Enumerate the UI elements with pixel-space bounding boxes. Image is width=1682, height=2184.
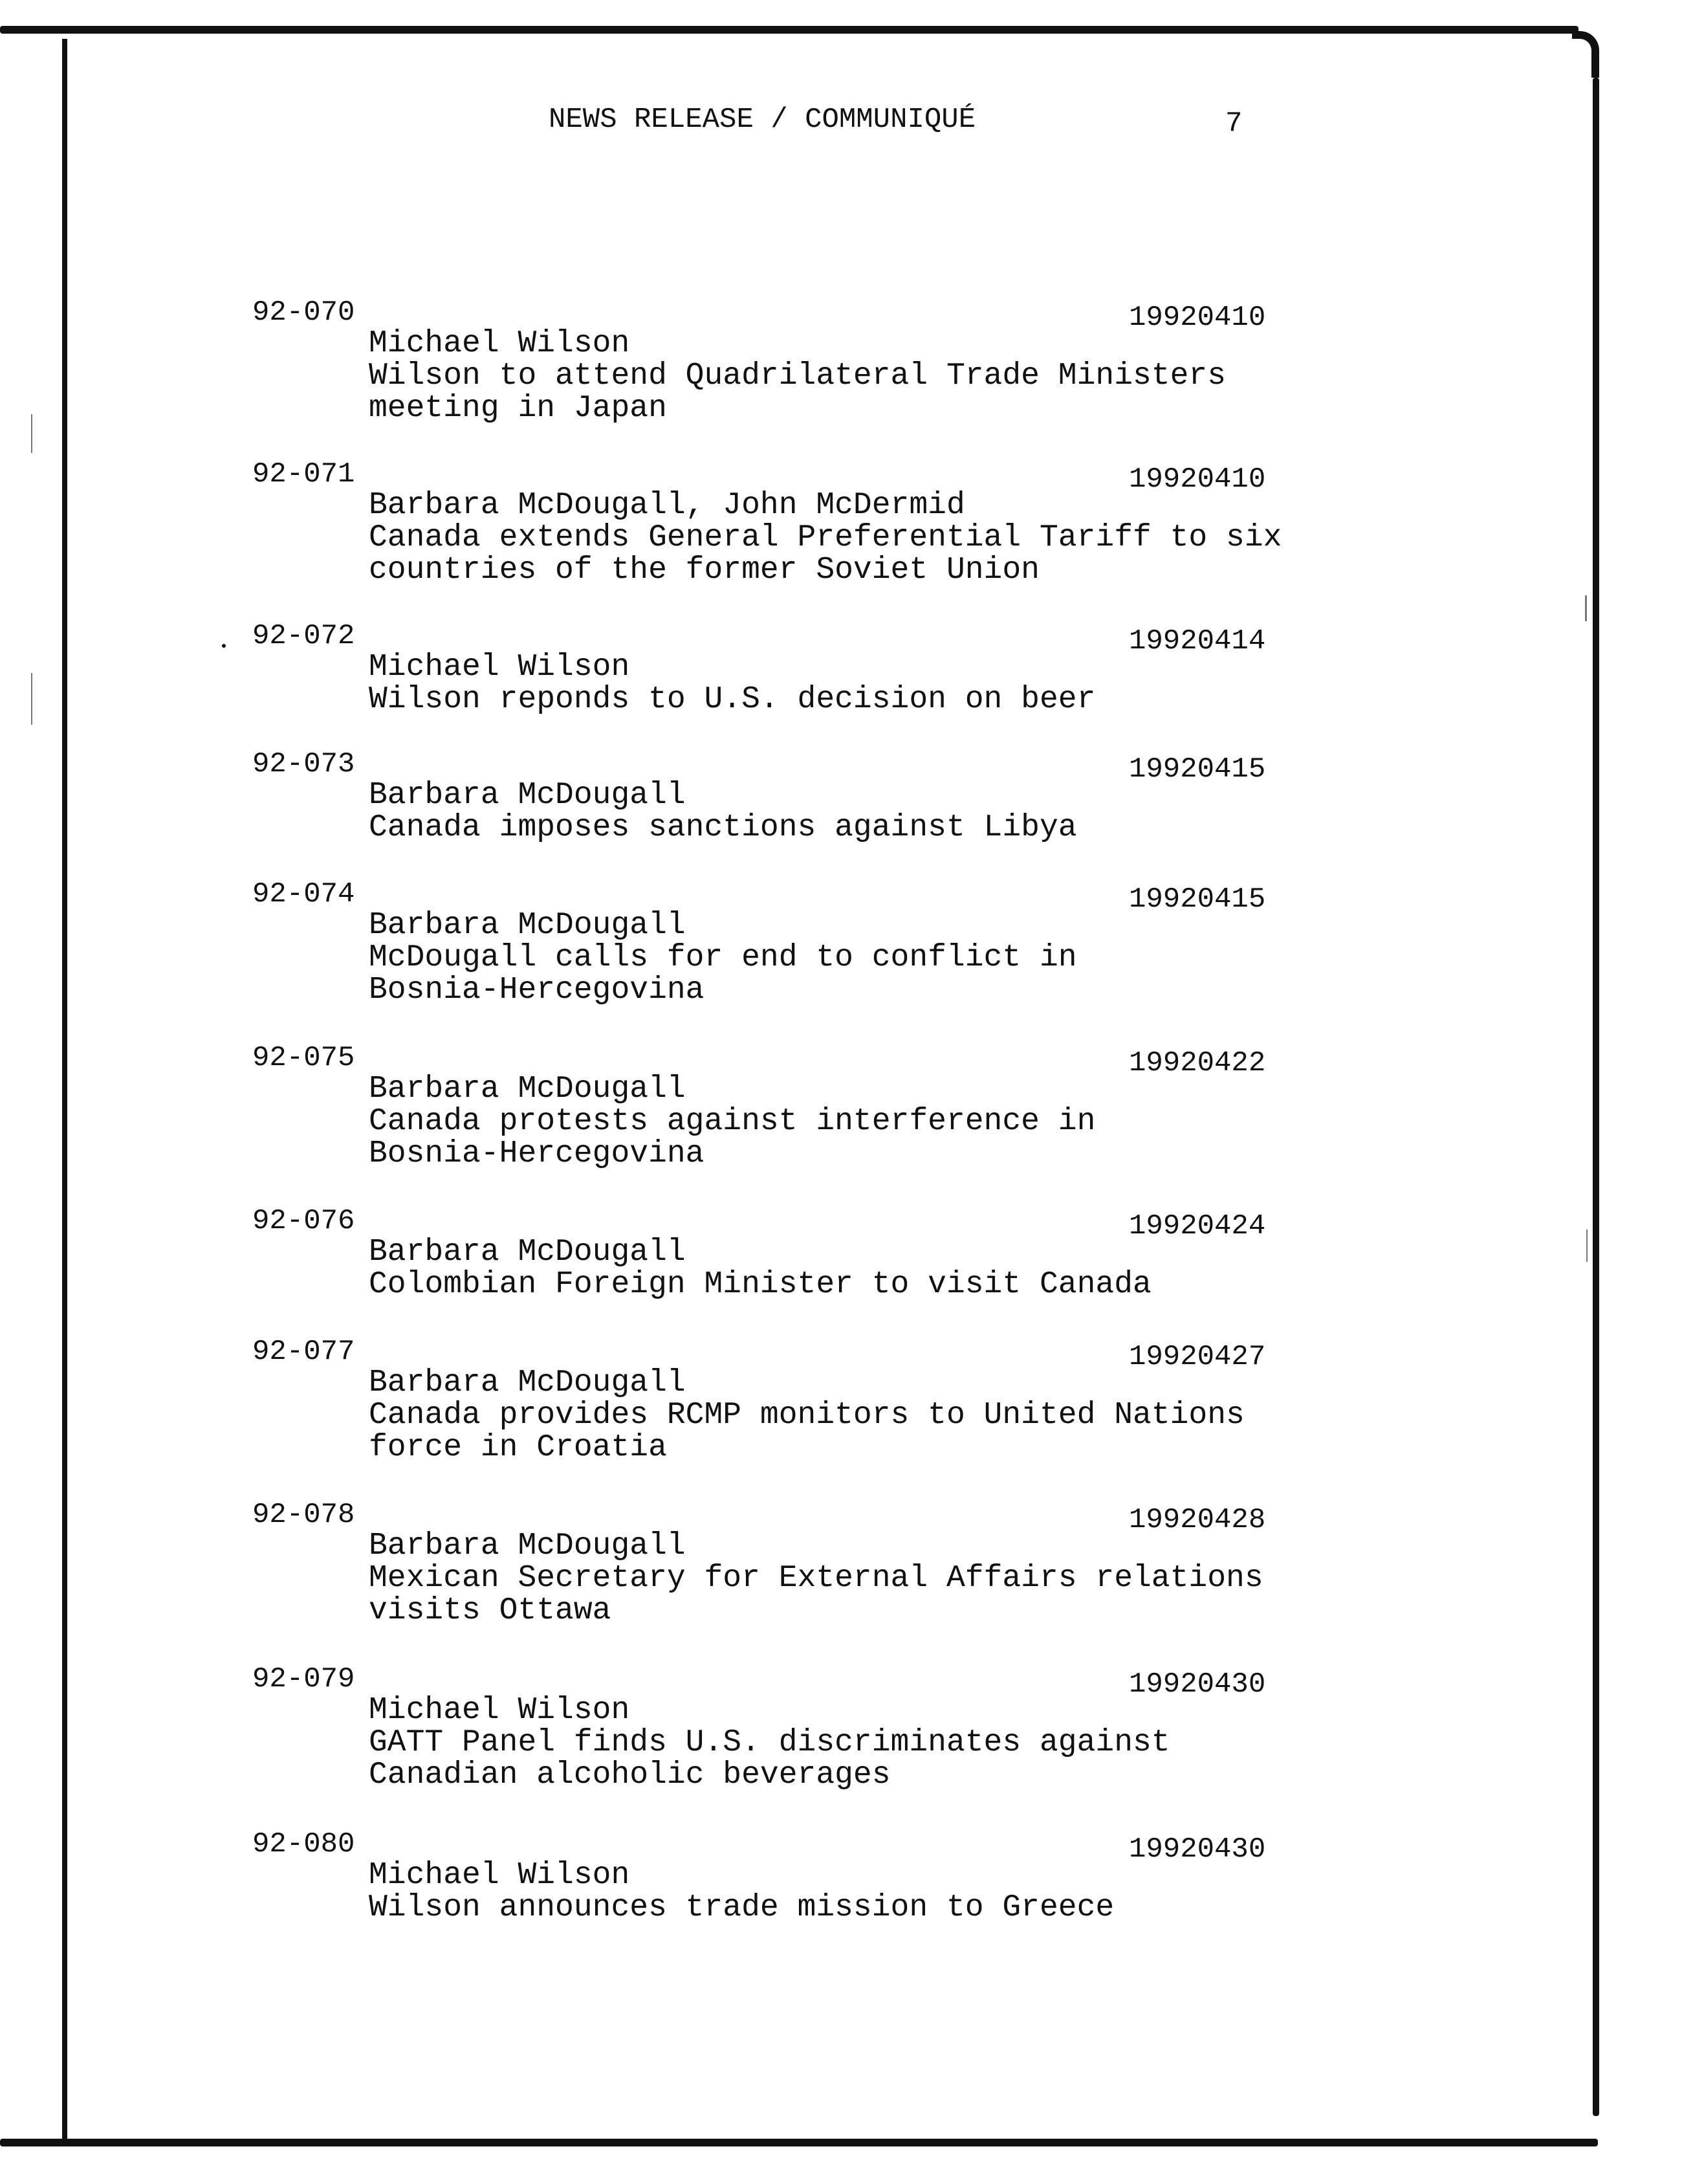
release-date: 19920430 <box>1129 1833 1266 1866</box>
release-title-line: countries of the former Soviet Union <box>369 553 1040 588</box>
release-title-line: Canada extends General Preferential Tariff to six <box>369 520 1282 555</box>
release-title-line: Wilson announces trade mission to Greece <box>369 1890 1115 1925</box>
release-date: 19920430 <box>1129 1668 1266 1701</box>
release-date: 19920415 <box>1129 753 1266 786</box>
release-minister: Michael Wilson <box>369 326 630 361</box>
release-date: 19920415 <box>1129 883 1266 916</box>
page-border-top <box>0 26 1578 34</box>
release-title-line: meeting in Japan <box>369 391 667 426</box>
stray-mark <box>222 644 226 648</box>
release-number: 92-075 <box>252 1042 355 1074</box>
release-title-line: Colombian Foreign Minister to visit Canada <box>369 1267 1152 1302</box>
release-body <box>369 1073 1095 1170</box>
release-body <box>369 1859 1114 1924</box>
release-minister: Barbara McDougall <box>369 908 686 943</box>
release-title-line: Canada protests against interference in <box>369 1104 1096 1139</box>
release-number: 92-073 <box>252 748 355 780</box>
release-number: 92-074 <box>252 878 355 910</box>
release-body <box>369 651 1095 716</box>
release-title-line: GATT Panel finds U.S. discriminates against <box>369 1725 1170 1760</box>
release-date: 19920424 <box>1129 1210 1266 1242</box>
release-body <box>369 327 1226 425</box>
release-minister: Barbara McDougall <box>369 1528 686 1563</box>
release-body <box>369 909 1077 1006</box>
release-date: 19920422 <box>1129 1047 1266 1079</box>
release-title-line: Bosnia-Hercegovina <box>369 973 704 1008</box>
release-number: 92-080 <box>252 1828 355 1860</box>
release-number: 92-076 <box>252 1205 355 1237</box>
scan-fleck <box>1586 1230 1588 1262</box>
release-minister: Barbara McDougall <box>369 1072 686 1107</box>
page-border-right <box>1593 78 1599 2116</box>
release-body <box>369 1694 1170 1791</box>
page-corner-top-right <box>1572 31 1599 78</box>
release-number: 92-079 <box>252 1663 355 1695</box>
release-minister: Barbara McDougall <box>369 1235 686 1270</box>
release-minister: Michael Wilson <box>369 650 630 685</box>
release-body <box>369 779 1077 844</box>
release-body <box>369 1530 1263 1627</box>
page-header <box>0 104 1682 142</box>
page-number: 7 <box>1225 107 1243 140</box>
release-minister: Michael Wilson <box>369 1858 630 1893</box>
release-title-line: Bosnia-Hercegovina <box>369 1136 704 1171</box>
release-title-line: Mexican Secretary for External Affairs relations <box>369 1561 1263 1596</box>
release-number: 92-070 <box>252 296 355 329</box>
release-number: 92-078 <box>252 1499 355 1531</box>
release-date: 19920427 <box>1129 1341 1266 1373</box>
release-date: 19920410 <box>1129 463 1266 496</box>
scan-fleck <box>1585 595 1587 621</box>
release-minister: Barbara McDougall, John McDermid <box>369 488 965 523</box>
release-body <box>369 1367 1245 1464</box>
release-number: 92-071 <box>252 458 355 491</box>
release-title-line: Canada provides RCMP monitors to United Nations <box>369 1398 1245 1433</box>
scan-fleck <box>31 673 32 725</box>
release-title-line: force in Croatia <box>369 1430 667 1465</box>
scan-fleck <box>31 414 32 453</box>
release-title-line: Canadian alcoholic beverages <box>369 1758 891 1792</box>
release-body <box>369 1236 1152 1301</box>
release-title-line: visits Ottawa <box>369 1593 611 1628</box>
release-date: 19920410 <box>1129 302 1266 334</box>
release-title-line: McDougall calls for end to conflict in <box>369 940 1077 975</box>
release-title-line: Wilson to attend Quadrilateral Trade Ministers <box>369 358 1227 393</box>
release-date: 19920428 <box>1129 1504 1266 1536</box>
release-body <box>369 489 1282 586</box>
release-date: 19920414 <box>1129 625 1266 657</box>
page-border-left <box>62 39 67 2142</box>
release-minister: Barbara McDougall <box>369 778 686 813</box>
page-border-bottom <box>0 2139 1598 2146</box>
release-number: 92-077 <box>252 1336 355 1368</box>
release-title-line: Canada imposes sanctions against Libya <box>369 810 1077 845</box>
header-title: NEWS RELEASE / COMMUNIQUÉ <box>549 104 976 136</box>
release-minister: Michael Wilson <box>369 1693 630 1728</box>
release-number: 92-072 <box>252 620 355 652</box>
release-minister: Barbara McDougall <box>369 1365 686 1400</box>
release-title-line: Wilson reponds to U.S. decision on beer <box>369 682 1096 717</box>
